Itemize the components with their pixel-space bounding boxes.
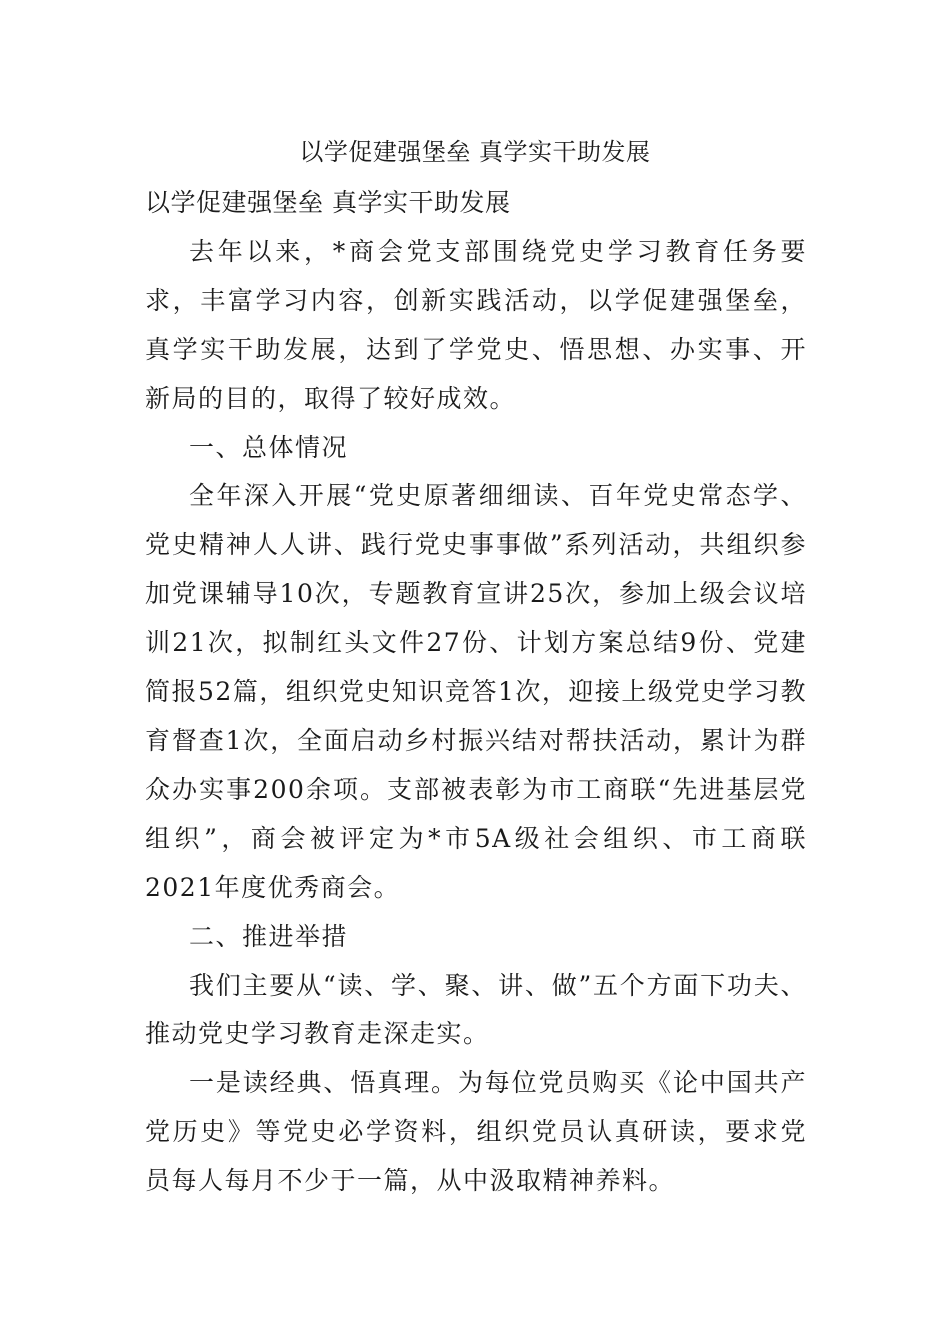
paragraph-measures-intro: 我们主要从“读、学、聚、讲、做”五个方面下功夫、推动党史学习教育走深走实。: [145, 970, 807, 1049]
paragraph-intro: 去年以来，*商会党支部围绕党史学习教育任务要求，丰富学习内容，创新实践活动，以学促建强堡垒，真学实干助发展，达到了学党史、悟思想、办实事、开新局的目的，取得了较好成效。: [145, 236, 807, 413]
document-subtitle: 以学促建强堡垒 真学实干助发展: [145, 188, 511, 217]
section-heading-overview: 一、总体情况: [189, 432, 349, 462]
paragraph-overview: 全年深入开展“党史原著细细读、百年党史常态学、党史精神人人讲、践行党史事事做”系列活动，共组织参加党课辅导10次，专题教育宣讲25次，参加上级会议培训21次，拟制红头文件27份、计划方案总结9份、党建简报52篇，组织党史知识竞答1次，迎接上级党史学习教育督查1次，全面启动乡村振兴结对帮扶活动，累计为群众办实事200余项。支部被表彰为市工商联“先进基层党组织”，商会被评定为*市5A级社会组织、市工商联2021年度优秀商会。: [145, 481, 807, 902]
document-body: [145, 179, 807, 1206]
section-heading-measures: 二、推进举措: [189, 921, 349, 951]
document-title: 以学促建强堡垒 真学实干助发展: [299, 138, 651, 166]
paragraph-measure-reading: 一是读经典、悟真理。为每位党员购买《论中国共产党历史》等党史必学资料，组织党员认真研读，要求党员每人每月不少于一篇，从中汲取精神养料。: [145, 1068, 807, 1196]
